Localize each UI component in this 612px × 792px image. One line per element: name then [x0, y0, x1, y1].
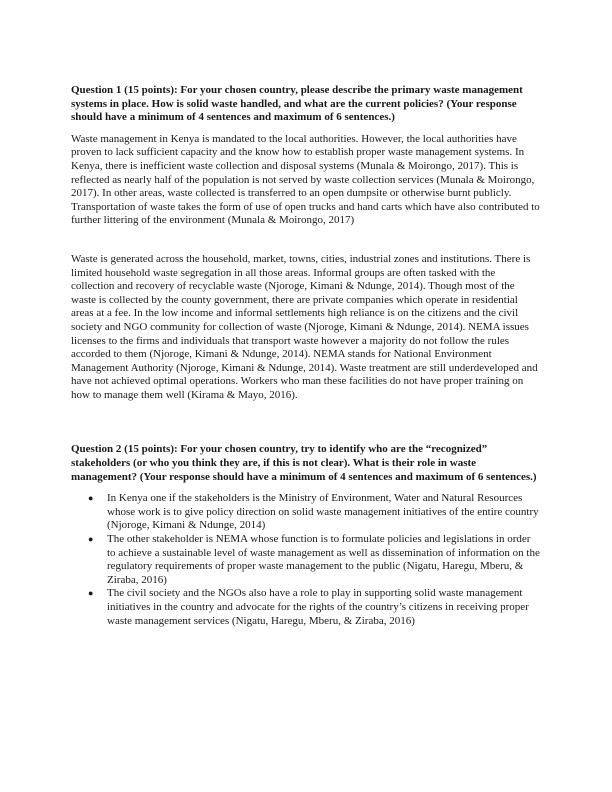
list-item	[71, 587, 541, 628]
question-1-heading: Question 1 (15 points): For your chosen country, please describe the primary waste management systems in place. How is solid waste handled, and what are the current policies? (Your response should have a minimum of 4 sentences and maximum of 6 sentences.)	[71, 84, 523, 124]
spacer	[71, 228, 541, 253]
list-item-text: The civil society and the NGOs also have a role to play in supporting solid waste management initiatives in the country and advocate for the rights of the country’s citizens in receiving proper waste management services (Nigatu, Haregu, Mberu, & Ziraba, 2016)	[107, 587, 529, 627]
question-2-heading: Question 2 (15 points): For your chosen country, try to identify who are the “recognized” stakeholders (or who you think they are, if this is not clear). What is their role in waste management? (Your response should have a minimum of 4 sentences and maximum of 6 sentences.)	[71, 443, 537, 483]
question-1-paragraph-2: Waste is generated across the household, market, towns, cities, industrial zones and institutions. There is limited household waste segregation in all those areas. Informal groups are often tasked with the collection and recovery of recyclable waste (Njoroge, Kimani & Ndunge, 2014). Though most of the waste is collected by the county government, there are private companies which operate in residential areas at a fee. In the low income and informal settlements high reliance is on the citizens and the civil society and NGO community for collection of waste (Njoroge, Kimani & Ndunge, 2014). NEMA issues licenses to the firms and individuals that transport waste however a majority do not follow the rules accorded to them (Njoroge, Kimani & Ndunge, 2014). NEMA stands for National Environment Management Authority (Njoroge, Kimani & Ndunge, 2014). Waste treatment are still underdeveloped and have not achieved optimal operations. Workers who man these facilities do not have proper training on how to manage them well (Kirama & Mayo, 2016).	[71, 252, 538, 401]
document-page	[71, 84, 541, 628]
question-1-paragraph-1: Waste management in Kenya is mandated to the local authorities. However, the local authorities have proven to lack sufficient capacity and the know how to establish proper waste management systems. In Kenya, there is inefficient waste collection and disposal systems (Munala & Moirongo, 2017). This is reflected as nearly half of the population is not served by waste collection services (Munala & Moirongo, 2017). In other areas, waste collected is transferred to an open dumpsite or otherwise burnt publicly. Transportation of waste takes the form of use of open trucks and hand carts which have also contributed to further littering of the environment (Munala & Moirongo, 2017)	[71, 132, 540, 227]
bullet-icon: ●	[88, 493, 94, 504]
bullet-icon: ●	[88, 534, 94, 545]
spacer	[71, 402, 541, 443]
bullet-icon: ●	[88, 588, 94, 599]
list-item	[71, 492, 541, 533]
list-item-text: The other stakeholder is NEMA whose function is to formulate policies and legislations in order to achieve a sustainable level of waste management as well as dissemination of information on the regulatory requirements of proper waste management to the public (Nigatu, Haregu, Mberu, & Ziraba, 2016)	[107, 533, 540, 586]
stakeholder-list	[71, 492, 541, 628]
list-item-text: In Kenya one if the stakeholders is the Ministry of Environment, Water and Natural Resources whose work is to give policy direction on solid waste management initiatives of the entire country (Njoroge, Kimani & Ndunge, 2014)	[107, 492, 539, 532]
list-item	[71, 533, 541, 587]
